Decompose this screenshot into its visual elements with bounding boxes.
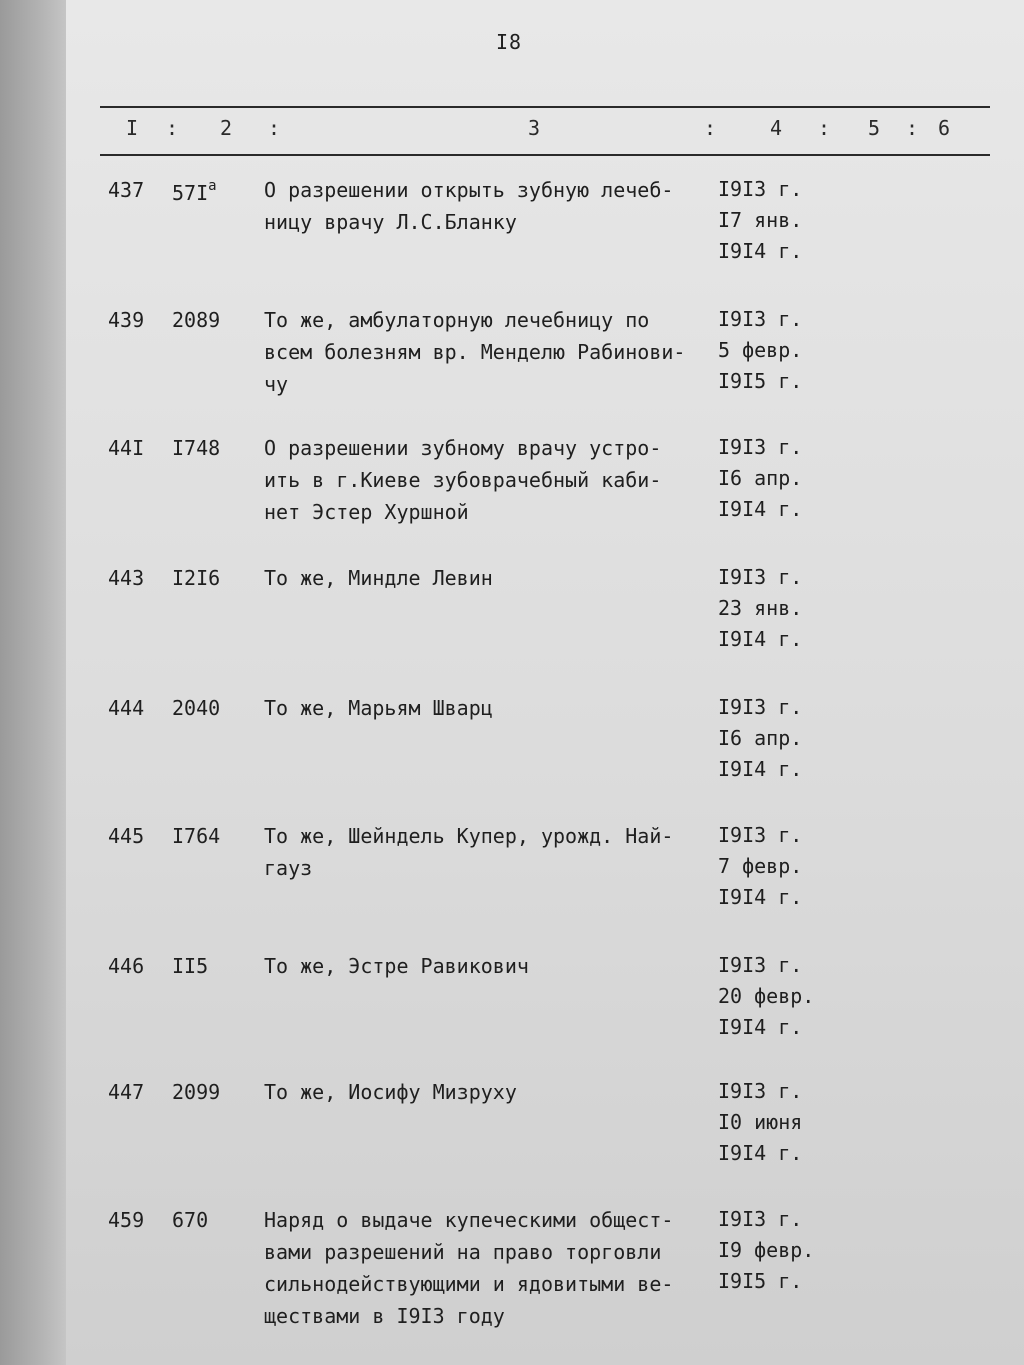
- entry-date-line: 5 февр.: [718, 338, 803, 362]
- entry-document-number: [172, 824, 252, 848]
- document-number-text: II5: [172, 954, 209, 978]
- column-header-1: I: [126, 116, 139, 140]
- entry-date-line: I0 июня: [718, 1110, 803, 1134]
- column-separator: :: [166, 116, 179, 140]
- entry-date-line: 20 февр.: [718, 984, 815, 1008]
- entry-date-line: I9 февр.: [718, 1238, 815, 1262]
- document-number-text: I748: [172, 436, 221, 460]
- column-header-5: 5: [868, 116, 881, 140]
- column-separator: :: [906, 116, 919, 140]
- entry-date-line: I9I3 г.: [718, 565, 803, 589]
- entry-date-line: I9I4 г.: [718, 497, 803, 521]
- entry-document-number: [172, 436, 252, 460]
- entry-number: 447: [108, 1080, 145, 1104]
- entry-document-number: [172, 178, 252, 205]
- book-binding-shadow: [0, 0, 70, 1365]
- entry-title-line: То же, Марьям Шварц: [264, 696, 493, 720]
- column-separator: :: [818, 116, 831, 140]
- entry-document-number: [172, 1080, 252, 1104]
- entry-title: [264, 950, 724, 982]
- entry-date-line: I7 янв.: [718, 208, 803, 232]
- entry-title-line: сильнодействующими и ядовитыми ве-: [264, 1272, 674, 1296]
- entry-date-line: I9I3 г.: [718, 695, 803, 719]
- entry-date-line: I9I5 г.: [718, 369, 803, 393]
- entry-date-line: I9I4 г.: [718, 239, 803, 263]
- entry-date-line: I9I3 г.: [718, 177, 803, 201]
- entry-dates: [718, 562, 848, 655]
- entry-title-line: О разрешении зубному врачу устро-: [264, 436, 662, 460]
- column-separator: :: [268, 116, 281, 140]
- entry-title-line: ницу врачу Л.С.Бланку: [264, 210, 517, 234]
- entry-title: [264, 432, 724, 528]
- entry-date-line: I6 апр.: [718, 726, 803, 750]
- entry-dates: [718, 820, 848, 913]
- entry-number: 443: [108, 566, 145, 590]
- document-number-text: I2I6: [172, 566, 221, 590]
- entry-date-line: 23 янв.: [718, 596, 803, 620]
- entry-title: [264, 1076, 724, 1108]
- entry-title-line: О разрешении открыть зубную лечеб-: [264, 178, 674, 202]
- entry-title: [264, 1204, 724, 1332]
- entry-date-line: I9I3 г.: [718, 953, 803, 977]
- column-header-3: 3: [528, 116, 541, 140]
- entry-dates: [718, 1204, 848, 1297]
- entry-title-line: чу: [264, 372, 289, 396]
- entry-date-line: I9I4 г.: [718, 1015, 803, 1039]
- entry-number: 439: [108, 308, 145, 332]
- column-header-4: 4: [770, 116, 783, 140]
- document-number-text: 57I: [172, 181, 209, 205]
- column-separator: :: [704, 116, 717, 140]
- entry-document-number: [172, 308, 252, 332]
- entry-dates: [718, 1076, 848, 1169]
- document-number-text: 670: [172, 1208, 209, 1232]
- entry-dates: [718, 304, 848, 397]
- entry-title-line: вами разрешений на право торговли: [264, 1240, 662, 1264]
- entry-date-line: I9I4 г.: [718, 1141, 803, 1165]
- document-number-text: I764: [172, 824, 221, 848]
- entry-document-number: [172, 954, 252, 978]
- entry-dates: [718, 432, 848, 525]
- entry-date-line: I9I5 г.: [718, 1269, 803, 1293]
- entry-title: [264, 820, 724, 884]
- entry-date-line: I9I3 г.: [718, 435, 803, 459]
- entry-title-line: То же, Миндле Левин: [264, 566, 493, 590]
- entry-date-line: I9I3 г.: [718, 307, 803, 331]
- entry-date-line: I9I3 г.: [718, 1079, 803, 1103]
- entry-number: 44I: [108, 436, 145, 460]
- column-header-6: 6: [938, 116, 951, 140]
- page-number: I8: [496, 30, 523, 54]
- entry-document-number: [172, 566, 252, 590]
- entry-title-line: ществами в I9I3 году: [264, 1304, 505, 1328]
- entry-title: [264, 562, 724, 594]
- entry-title-line: То же, Шейндель Купер, урожд. Най-: [264, 824, 674, 848]
- entry-title-line: То же, амбулаторную лечебницу по: [264, 308, 650, 332]
- entry-number: 459: [108, 1208, 145, 1232]
- entry-date-line: I9I4 г.: [718, 885, 803, 909]
- entry-date-line: I9I4 г.: [718, 757, 803, 781]
- document-number-superscript: а: [208, 178, 217, 194]
- entry-document-number: [172, 1208, 252, 1232]
- entry-dates: [718, 174, 848, 267]
- entry-title: [264, 304, 724, 400]
- entry-date-line: I6 апр.: [718, 466, 803, 490]
- entry-title-line: всем болезням вр. Менделю Рабинови-: [264, 340, 686, 364]
- header-rule-bottom: [100, 154, 990, 156]
- entry-title: [264, 692, 724, 724]
- entry-title-line: ить в г.Киеве зубоврачебный каби-: [264, 468, 662, 492]
- entry-number: 445: [108, 824, 145, 848]
- entry-title-line: нет Эстер Хуршной: [264, 500, 469, 524]
- header-rule-top: [100, 106, 990, 108]
- entry-date-line: I9I4 г.: [718, 627, 803, 651]
- entry-title-line: То же, Эстре Равикович: [264, 954, 529, 978]
- entry-dates: [718, 950, 848, 1043]
- entry-number: 446: [108, 954, 145, 978]
- entry-dates: [718, 692, 848, 785]
- entry-number: 437: [108, 178, 145, 202]
- document-number-text: 2040: [172, 696, 221, 720]
- entry-number: 444: [108, 696, 145, 720]
- entry-date-line: 7 февр.: [718, 854, 803, 878]
- entry-date-line: I9I3 г.: [718, 823, 803, 847]
- entry-title-line: То же, Иосифу Мизруху: [264, 1080, 517, 1104]
- document-number-text: 2099: [172, 1080, 221, 1104]
- entry-date-line: I9I3 г.: [718, 1207, 803, 1231]
- document-number-text: 2089: [172, 308, 221, 332]
- entry-document-number: [172, 696, 252, 720]
- entry-title: [264, 174, 724, 238]
- column-header-2: 2: [220, 116, 233, 140]
- entry-title-line: гауз: [264, 856, 313, 880]
- entry-title-line: Наряд о выдаче купеческими общест-: [264, 1208, 674, 1232]
